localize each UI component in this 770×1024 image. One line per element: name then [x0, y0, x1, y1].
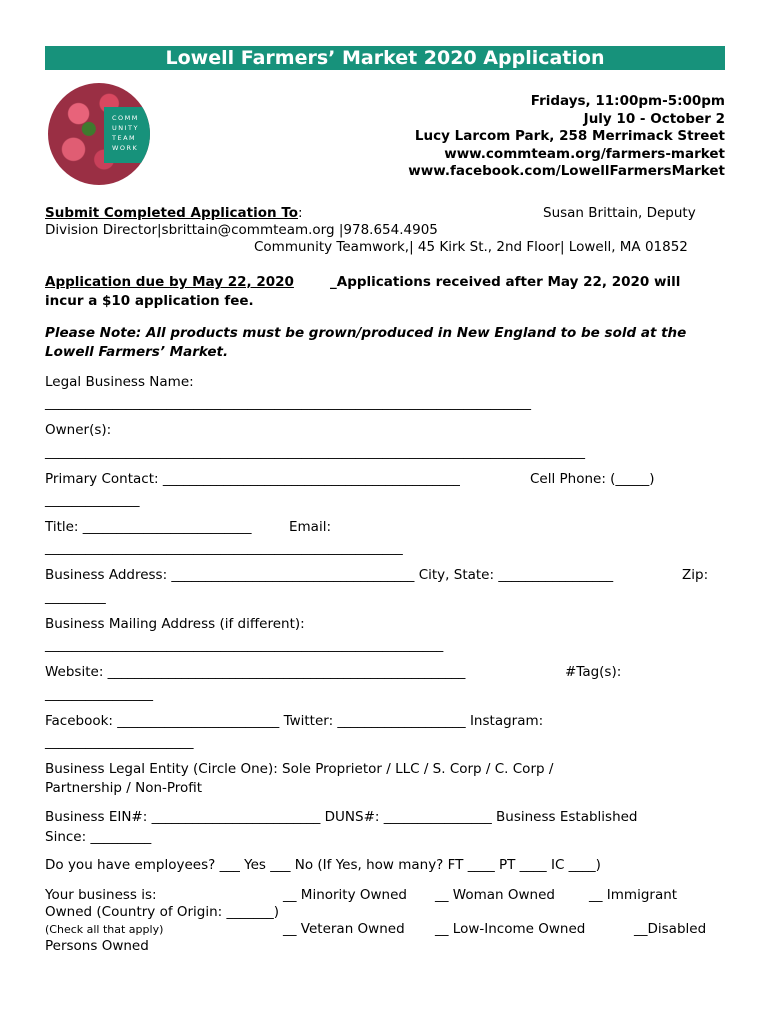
- late-notice: _Applications received after May 22, 2020 will: [330, 274, 681, 290]
- low-income-owned-option[interactable]: __ Low-Income Owned: [435, 921, 586, 937]
- mailing-address-field[interactable]: ___________________________________________________________: [45, 637, 444, 653]
- submit-heading: Submit Completed Application To: [45, 205, 299, 221]
- instagram-field[interactable]: ______________________: [45, 734, 194, 750]
- note-line: Lowell Farmers’ Market.: [45, 344, 229, 360]
- email-field[interactable]: _____________________________________________________: [45, 540, 403, 556]
- email-label: Email:: [289, 519, 332, 535]
- contact-line: Division Director|sbrittain@commteam.org |978.654.4905: [45, 222, 438, 238]
- website-field[interactable]: Website: _____________________________________________________: [45, 664, 466, 680]
- legal-entity-options[interactable]: Business Legal Entity (Circle One): Sole Proprietor / LLC / S. Corp / C. Corp /: [45, 761, 554, 777]
- woman-owned-option[interactable]: __ Woman Owned: [435, 887, 555, 903]
- submit-colon: :: [298, 205, 303, 221]
- social-fields[interactable]: Facebook: ________________________ Twitter: ___________________ Instagram:: [45, 713, 544, 729]
- market-days: Fridays, 11:00pm-5:00pm: [530, 93, 725, 109]
- owners-label: Owner(s):: [45, 422, 112, 438]
- contact-name: Susan Brittain, Deputy: [543, 205, 696, 221]
- ein-duns-fields[interactable]: Business EIN#: _________________________ DUNS#: ________________ Business Established: [45, 809, 638, 825]
- check-all-note: (Check all that apply): [45, 923, 164, 936]
- market-location: Lucy Larcom Park, 258 Merrimack Street: [414, 128, 725, 144]
- primary-contact-field[interactable]: Primary Contact: ____________________________________________: [45, 471, 460, 487]
- minority-owned-option[interactable]: __ Minority Owned: [283, 887, 407, 903]
- zip-label: Zip:: [682, 567, 709, 583]
- established-since-field[interactable]: Since: _________: [45, 829, 152, 845]
- veteran-owned-option[interactable]: __ Veteran Owned: [283, 921, 405, 937]
- community-teamwork-logo: [48, 83, 150, 185]
- business-is-label: Your business is:: [45, 887, 157, 903]
- persons-owned-label: Persons Owned: [45, 938, 149, 954]
- business-address-field[interactable]: Business Address: ____________________________________ City, State: _________________: [45, 567, 614, 583]
- tags-label: #Tag(s):: [565, 664, 622, 680]
- cell-phone-field[interactable]: Cell Phone: (_____): [530, 471, 655, 487]
- logo-text: UNITY: [112, 124, 139, 132]
- website-link[interactable]: www.commteam.org/farmers-market: [444, 145, 725, 162]
- legal-entity-options-cont[interactable]: Partnership / Non-Profit: [45, 780, 203, 796]
- immigrant-option[interactable]: __ Immigrant: [589, 887, 678, 903]
- mailing-address-label: Business Mailing Address (if different):: [45, 616, 305, 632]
- due-date: Application due by May 22, 2020: [45, 274, 294, 290]
- contact-address: Community Teamwork,| 45 Kirk St., 2nd Floor| Lowell, MA 01852: [254, 239, 688, 255]
- logo-text-box: [104, 107, 150, 163]
- market-dates: July 10 - October 2: [583, 110, 725, 127]
- tags-field[interactable]: ________________: [45, 686, 153, 702]
- zip-field[interactable]: _________: [45, 589, 106, 605]
- note-line: Please Note: All products must be grown/produced in New England to be sold at the: [45, 325, 687, 341]
- legal-name-field[interactable]: ________________________________________________________________________: [45, 395, 531, 411]
- cell-phone-line[interactable]: ______________: [45, 492, 140, 508]
- employees-field[interactable]: Do you have employees? ___ Yes ___ No (If Yes, how many? FT ____ PT ____ IC ____): [45, 857, 601, 873]
- page-title: Lowell Farmers’ Market 2020 Application: [45, 46, 725, 70]
- logo-text: COMM: [112, 114, 139, 122]
- late-fee: incur a $10 application fee.: [45, 293, 254, 309]
- facebook-link[interactable]: www.facebook.com/LowellFarmersMarket: [408, 163, 725, 179]
- logo-text: WORK: [112, 144, 139, 152]
- submit-heading-wrap: [45, 205, 303, 221]
- market-info: [408, 93, 725, 181]
- title-field[interactable]: Title: _________________________: [45, 519, 252, 535]
- country-of-origin-field[interactable]: Owned (Country of Origin: _______): [45, 904, 280, 920]
- legal-name-label: Legal Business Name:: [45, 374, 194, 390]
- disabled-option[interactable]: __Disabled: [634, 921, 707, 937]
- logo-text: TEAM: [112, 134, 137, 142]
- owners-field[interactable]: ________________________________________________________________________________: [45, 444, 585, 460]
